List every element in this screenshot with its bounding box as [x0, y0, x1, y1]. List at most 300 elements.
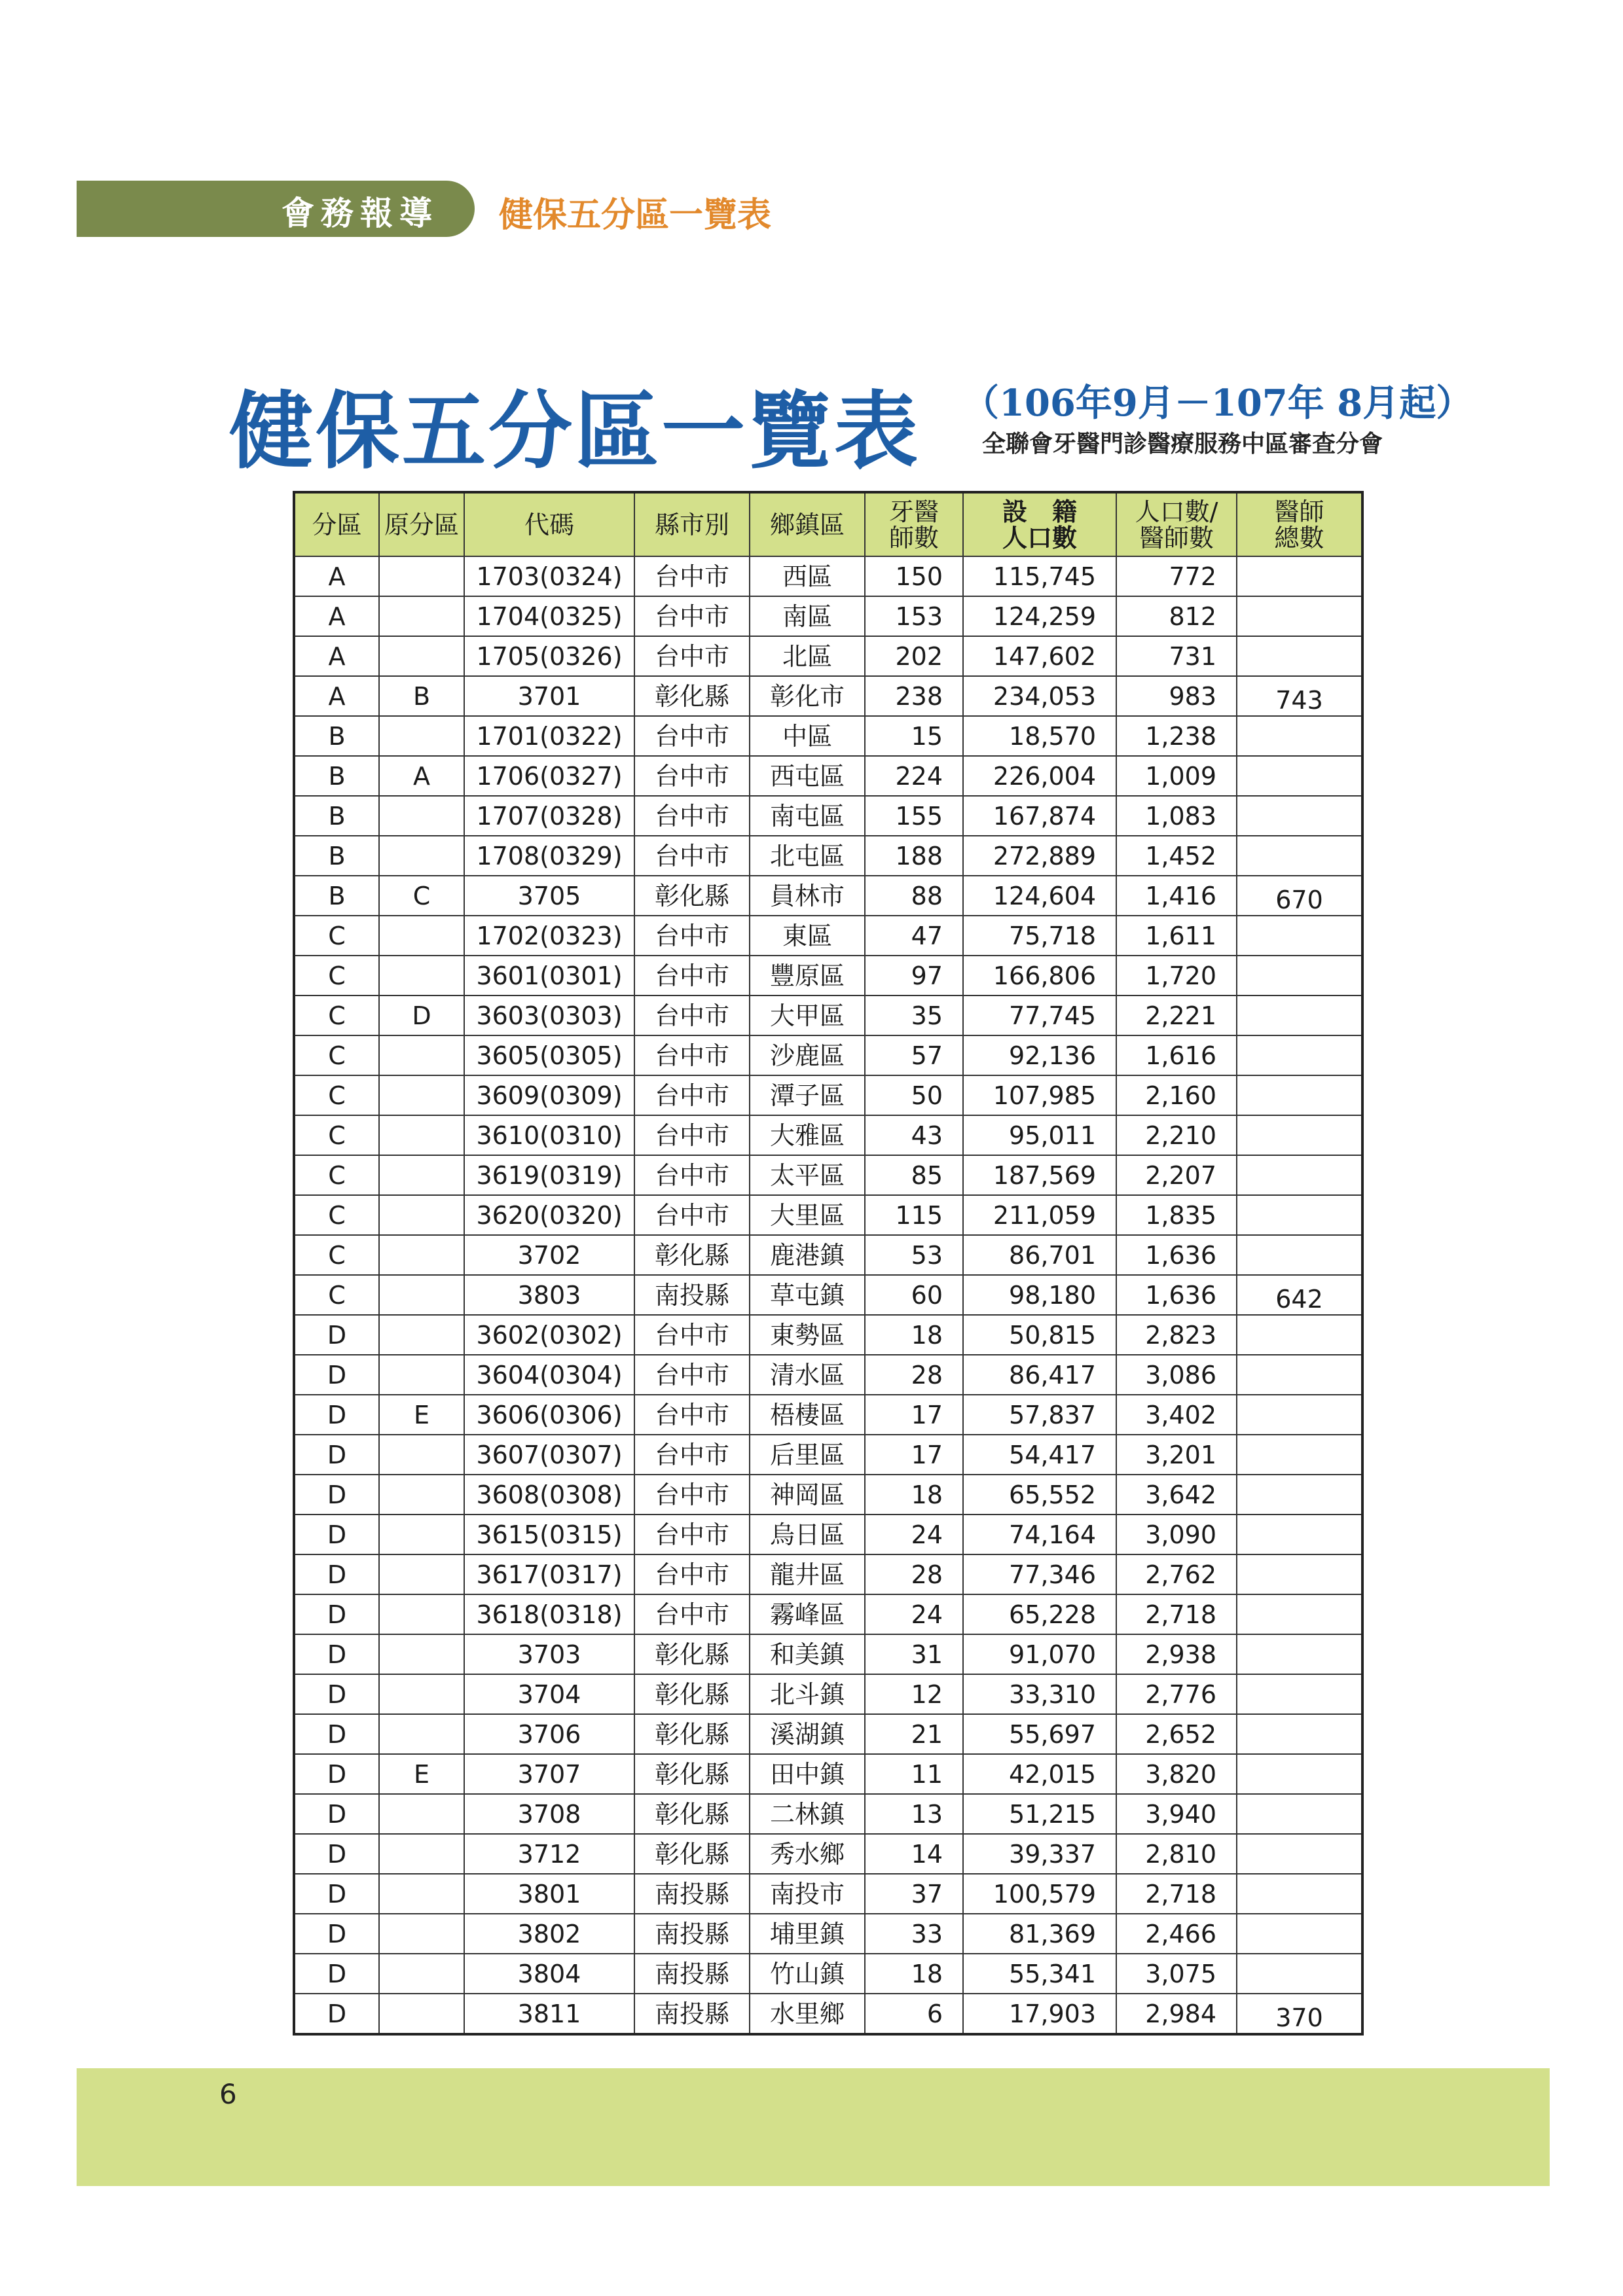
cell-dentists: 18 [865, 1315, 963, 1355]
cell-original-district [379, 1315, 464, 1355]
cell-dentists: 12 [865, 1674, 963, 1714]
cell-ratio: 2,210 [1116, 1115, 1237, 1155]
cell-ratio: 3,201 [1116, 1435, 1237, 1475]
cell-original-district [379, 796, 464, 836]
cell-population: 50,815 [963, 1315, 1116, 1355]
cell-population: 51,215 [963, 1794, 1116, 1834]
header-county: 縣市別 [634, 492, 750, 556]
cell-township: 北屯區 [750, 836, 865, 876]
cell-dentists: 60 [865, 1275, 963, 1315]
table-row [294, 796, 1362, 836]
cell-township: 南區 [750, 596, 865, 636]
cell-ratio: 3,090 [1116, 1515, 1237, 1554]
cell-original-district [379, 1794, 464, 1834]
cell-original-district [379, 1275, 464, 1315]
cell-ratio: 772 [1116, 556, 1237, 596]
cell-township: 秀水鄉 [750, 1834, 865, 1874]
cell-county: 台中市 [634, 1075, 750, 1115]
cell-code: 3708 [464, 1794, 634, 1834]
cell-ratio: 3,642 [1116, 1475, 1237, 1515]
cell-ratio: 731 [1116, 636, 1237, 676]
cell-county: 台中市 [634, 1594, 750, 1634]
cell-district: D [294, 1914, 379, 1954]
cell-county: 彰化縣 [634, 1235, 750, 1275]
cell-district: D [294, 1994, 379, 2034]
date-range: （106年9月－107年 8月起） [962, 382, 1473, 425]
cell-county: 彰化縣 [634, 1794, 750, 1834]
cell-county: 台中市 [634, 836, 750, 876]
cell-original-district [379, 1355, 464, 1395]
cell-district: B [294, 836, 379, 876]
cell-code: 1706(0327) [464, 756, 634, 796]
cell-township: 草屯鎮 [750, 1275, 865, 1315]
cell-dentists: 43 [865, 1115, 963, 1155]
cell-district: D [294, 1554, 379, 1594]
cell-dentists: 155 [865, 796, 963, 836]
cell-ratio: 2,160 [1116, 1075, 1237, 1115]
cell-population: 77,346 [963, 1554, 1116, 1594]
cell-original-district [379, 916, 464, 956]
section-label: 會務報導 [282, 194, 439, 232]
cell-population: 54,417 [963, 1435, 1116, 1475]
organization-name: 全聯會牙醫門診醫療服務中區審查分會 [982, 431, 1383, 457]
cell-code: 3704 [464, 1674, 634, 1714]
cell-township: 鹿港鎮 [750, 1235, 865, 1275]
cell-ratio: 812 [1116, 596, 1237, 636]
cell-dentists: 14 [865, 1834, 963, 1874]
table-row [294, 1435, 1362, 1475]
cell-dentists: 21 [865, 1714, 963, 1754]
cell-original-district [379, 1914, 464, 1954]
cell-ratio: 2,718 [1116, 1874, 1237, 1914]
cell-population: 107,985 [963, 1075, 1116, 1115]
cell-original-district [379, 1195, 464, 1235]
cell-ratio: 1,636 [1116, 1275, 1237, 1315]
cell-dentists: 88 [865, 876, 963, 916]
cell-total [1237, 1195, 1362, 1235]
cell-original-district [379, 1994, 464, 2034]
table-row [294, 1994, 1362, 2034]
cell-county: 彰化縣 [634, 1674, 750, 1714]
cell-county: 台中市 [634, 596, 750, 636]
table-row [294, 1594, 1362, 1634]
cell-dentists: 6 [865, 1994, 963, 2034]
table-row [294, 1714, 1362, 1754]
cell-ratio: 3,820 [1116, 1754, 1237, 1794]
cell-total [1237, 1395, 1362, 1435]
cell-total [1237, 596, 1362, 636]
table-row [294, 1954, 1362, 1994]
page-title: 健保五分區一覽表 [229, 382, 921, 480]
table-row [294, 1115, 1362, 1155]
cell-township: 大雅區 [750, 1115, 865, 1155]
footer-bar [77, 2068, 1550, 2186]
cell-township: 水里鄉 [750, 1994, 865, 2034]
header-population-line1: 設 籍 [1002, 497, 1077, 526]
table-row [294, 756, 1362, 796]
cell-county: 台中市 [634, 1554, 750, 1594]
cell-ratio: 2,221 [1116, 996, 1237, 1035]
cell-total [1237, 1674, 1362, 1714]
cell-county: 台中市 [634, 1155, 750, 1195]
cell-original-district: B [379, 676, 464, 716]
cell-township: 清水區 [750, 1355, 865, 1395]
cell-county: 彰化縣 [634, 1714, 750, 1754]
cell-population: 272,889 [963, 836, 1116, 876]
cell-population: 115,745 [963, 556, 1116, 596]
cell-district: C [294, 1275, 379, 1315]
cell-township: 彰化市 [750, 676, 865, 716]
header-dentists [865, 492, 963, 556]
cell-original-district [379, 836, 464, 876]
cell-population: 86,417 [963, 1355, 1116, 1395]
cell-township: 龍井區 [750, 1554, 865, 1594]
cell-total [1237, 636, 1362, 676]
cell-original-district [379, 1515, 464, 1554]
cell-population: 39,337 [963, 1834, 1116, 1874]
cell-dentists: 202 [865, 636, 963, 676]
cell-township: 后里區 [750, 1435, 865, 1475]
cell-code: 1703(0324) [464, 556, 634, 596]
table-row [294, 636, 1362, 676]
header-population [963, 492, 1116, 556]
header-population-line2: 人口數 [1002, 523, 1077, 552]
cell-total: 670 [1237, 876, 1362, 916]
cell-dentists: 188 [865, 836, 963, 876]
cell-county: 台中市 [634, 756, 750, 796]
cell-district: D [294, 1954, 379, 1994]
cell-dentists: 53 [865, 1235, 963, 1275]
table-row [294, 1395, 1362, 1435]
table-row [294, 1035, 1362, 1075]
cell-original-district: C [379, 876, 464, 916]
cell-population: 86,701 [963, 1235, 1116, 1275]
cell-original-district [379, 596, 464, 636]
cell-total [1237, 956, 1362, 996]
cell-total [1237, 1634, 1362, 1674]
cell-ratio: 3,075 [1116, 1954, 1237, 1994]
header-dentists-line1: 牙醫 [888, 497, 939, 526]
cell-ratio: 1,720 [1116, 956, 1237, 996]
cell-ratio: 2,776 [1116, 1674, 1237, 1714]
cell-population: 75,718 [963, 916, 1116, 956]
cell-original-district [379, 1634, 464, 1674]
cell-district: D [294, 1834, 379, 1874]
cell-code: 3706 [464, 1714, 634, 1754]
cell-total [1237, 1794, 1362, 1834]
table-row [294, 1914, 1362, 1954]
cell-code: 3618(0318) [464, 1594, 634, 1634]
cell-population: 65,552 [963, 1475, 1116, 1515]
cell-county: 台中市 [634, 996, 750, 1035]
cell-dentists: 85 [865, 1155, 963, 1195]
header-district: 分區 [294, 492, 379, 556]
cell-population: 124,604 [963, 876, 1116, 916]
cell-ratio: 1,636 [1116, 1235, 1237, 1275]
cell-population: 57,837 [963, 1395, 1116, 1435]
cell-dentists: 31 [865, 1634, 963, 1674]
cell-dentists: 24 [865, 1594, 963, 1634]
cell-population: 234,053 [963, 676, 1116, 716]
table-row [294, 1754, 1362, 1794]
table-row [294, 1195, 1362, 1235]
table-row [294, 1475, 1362, 1515]
header-dentists-line2: 師數 [888, 523, 939, 552]
cell-total [1237, 1115, 1362, 1155]
cell-district: D [294, 1674, 379, 1714]
cell-total [1237, 1355, 1362, 1395]
cell-county: 南投縣 [634, 1994, 750, 2034]
cell-township: 二林鎮 [750, 1794, 865, 1834]
cell-township: 竹山鎮 [750, 1954, 865, 1994]
cell-district: D [294, 1435, 379, 1475]
cell-original-district [379, 1035, 464, 1075]
cell-total [1237, 1435, 1362, 1475]
cell-dentists: 97 [865, 956, 963, 996]
cell-dentists: 24 [865, 1515, 963, 1554]
cell-dentists: 18 [865, 1954, 963, 1994]
cell-total [1237, 1315, 1362, 1355]
cell-code: 3702 [464, 1235, 634, 1275]
cell-population: 65,228 [963, 1594, 1116, 1634]
table-row [294, 1634, 1362, 1674]
table-header-row [294, 492, 1362, 556]
cell-original-district [379, 1954, 464, 1994]
cell-ratio: 2,652 [1116, 1714, 1237, 1754]
cell-district: D [294, 1475, 379, 1515]
cell-county: 台中市 [634, 916, 750, 956]
table-row [294, 556, 1362, 596]
cell-dentists: 35 [865, 996, 963, 1035]
cell-total [1237, 1475, 1362, 1515]
cell-code: 3620(0320) [464, 1195, 634, 1235]
cell-code: 3803 [464, 1275, 634, 1315]
cell-district: B [294, 876, 379, 916]
cell-dentists: 115 [865, 1195, 963, 1235]
cell-population: 91,070 [963, 1634, 1116, 1674]
cell-code: 3801 [464, 1874, 634, 1914]
cell-total [1237, 1874, 1362, 1914]
cell-district: D [294, 1794, 379, 1834]
cell-dentists: 11 [865, 1754, 963, 1794]
cell-district: B [294, 796, 379, 836]
table-row [294, 876, 1362, 916]
cell-dentists: 47 [865, 916, 963, 956]
cell-district: C [294, 916, 379, 956]
cell-ratio: 2,762 [1116, 1554, 1237, 1594]
cell-code: 3619(0319) [464, 1155, 634, 1195]
cell-district: D [294, 1754, 379, 1794]
cell-township: 南投市 [750, 1874, 865, 1914]
cell-ratio: 3,402 [1116, 1395, 1237, 1435]
cell-district: D [294, 1874, 379, 1914]
cell-ratio: 1,611 [1116, 916, 1237, 956]
cell-township: 豐原區 [750, 956, 865, 996]
cell-district: D [294, 1395, 379, 1435]
cell-district: C [294, 956, 379, 996]
cell-township: 神岡區 [750, 1475, 865, 1515]
cell-ratio: 1,835 [1116, 1195, 1237, 1235]
district-table [293, 491, 1364, 2036]
cell-original-district [379, 1594, 464, 1634]
header-township: 鄉鎮區 [750, 492, 865, 556]
cell-total [1237, 1035, 1362, 1075]
cell-district: D [294, 1355, 379, 1395]
cell-county: 台中市 [634, 556, 750, 596]
cell-original-district [379, 556, 464, 596]
cell-dentists: 57 [865, 1035, 963, 1075]
cell-total [1237, 556, 1362, 596]
cell-county: 南投縣 [634, 1275, 750, 1315]
cell-code: 3712 [464, 1834, 634, 1874]
cell-district: C [294, 1035, 379, 1075]
cell-population: 55,697 [963, 1714, 1116, 1754]
cell-population: 92,136 [963, 1035, 1116, 1075]
cell-dentists: 50 [865, 1075, 963, 1115]
cell-dentists: 224 [865, 756, 963, 796]
cell-county: 彰化縣 [634, 876, 750, 916]
table-row [294, 596, 1362, 636]
cell-district: C [294, 1195, 379, 1235]
cell-population: 17,903 [963, 1994, 1116, 2034]
cell-original-district [379, 636, 464, 676]
cell-code: 1707(0328) [464, 796, 634, 836]
cell-code: 3605(0305) [464, 1035, 634, 1075]
cell-county: 彰化縣 [634, 1834, 750, 1874]
table-row [294, 1155, 1362, 1195]
cell-township: 大里區 [750, 1195, 865, 1235]
cell-code: 3601(0301) [464, 956, 634, 996]
table-row [294, 1674, 1362, 1714]
cell-district: C [294, 1155, 379, 1195]
cell-county: 台中市 [634, 1395, 750, 1435]
cell-township: 潭子區 [750, 1075, 865, 1115]
cell-township: 霧峰區 [750, 1594, 865, 1634]
table-row [294, 1794, 1362, 1834]
cell-original-district [379, 716, 464, 756]
cell-total [1237, 1754, 1362, 1794]
cell-population: 55,341 [963, 1954, 1116, 1994]
cell-original-district: D [379, 996, 464, 1035]
cell-dentists: 18 [865, 1475, 963, 1515]
cell-original-district [379, 1115, 464, 1155]
table-row [294, 676, 1362, 716]
cell-district: D [294, 1634, 379, 1674]
header-total [1237, 492, 1362, 556]
table-row [294, 1834, 1362, 1874]
cell-dentists: 33 [865, 1914, 963, 1954]
cell-code: 3811 [464, 1994, 634, 2034]
cell-population: 42,015 [963, 1754, 1116, 1794]
cell-original-district [379, 1155, 464, 1195]
header-ratio-line1: 人口數/ [1135, 497, 1218, 526]
cell-dentists: 150 [865, 556, 963, 596]
cell-township: 員林市 [750, 876, 865, 916]
cell-code: 3608(0308) [464, 1475, 634, 1515]
cell-original-district [379, 1075, 464, 1115]
cell-township: 沙鹿區 [750, 1035, 865, 1075]
cell-code: 1704(0325) [464, 596, 634, 636]
cell-ratio: 2,207 [1116, 1155, 1237, 1195]
cell-county: 台中市 [634, 1315, 750, 1355]
cell-population: 124,259 [963, 596, 1116, 636]
cell-total [1237, 1714, 1362, 1754]
cell-ratio: 1,452 [1116, 836, 1237, 876]
cell-original-district [379, 1874, 464, 1914]
cell-township: 東區 [750, 916, 865, 956]
page-number: 6 [219, 2078, 237, 2110]
cell-code: 3802 [464, 1914, 634, 1954]
cell-total [1237, 756, 1362, 796]
cell-total [1237, 916, 1362, 956]
cell-county: 彰化縣 [634, 1634, 750, 1674]
cell-population: 100,579 [963, 1874, 1116, 1914]
cell-total: 642 [1237, 1275, 1362, 1315]
table-row [294, 1515, 1362, 1554]
cell-district: D [294, 1315, 379, 1355]
cell-district: B [294, 716, 379, 756]
cell-total [1237, 996, 1362, 1035]
cell-district: C [294, 1235, 379, 1275]
cell-original-district [379, 1834, 464, 1874]
cell-county: 南投縣 [634, 1874, 750, 1914]
cell-total [1237, 1834, 1362, 1874]
cell-code: 3617(0317) [464, 1554, 634, 1594]
cell-code: 1708(0329) [464, 836, 634, 876]
cell-dentists: 153 [865, 596, 963, 636]
cell-township: 北區 [750, 636, 865, 676]
cell-total [1237, 1155, 1362, 1195]
cell-total [1237, 796, 1362, 836]
cell-population: 211,059 [963, 1195, 1116, 1235]
table-row [294, 996, 1362, 1035]
cell-code: 3609(0309) [464, 1075, 634, 1115]
cell-ratio: 2,466 [1116, 1914, 1237, 1954]
cell-dentists: 28 [865, 1554, 963, 1594]
cell-population: 187,569 [963, 1155, 1116, 1195]
cell-code: 3604(0304) [464, 1355, 634, 1395]
cell-township: 東勢區 [750, 1315, 865, 1355]
header-ratio [1116, 492, 1237, 556]
cell-ratio: 2,984 [1116, 1994, 1237, 2034]
cell-code: 3603(0303) [464, 996, 634, 1035]
cell-district: C [294, 1115, 379, 1155]
cell-code: 3804 [464, 1954, 634, 1994]
cell-township: 田中鎮 [750, 1754, 865, 1794]
cell-code: 3602(0302) [464, 1315, 634, 1355]
cell-ratio: 2,718 [1116, 1594, 1237, 1634]
cell-total [1237, 1554, 1362, 1594]
table-row [294, 1275, 1362, 1315]
cell-township: 南屯區 [750, 796, 865, 836]
cell-county: 台中市 [634, 1195, 750, 1235]
cell-ratio: 2,810 [1116, 1834, 1237, 1874]
cell-original-district [379, 1475, 464, 1515]
cell-township: 太平區 [750, 1155, 865, 1195]
cell-township: 西屯區 [750, 756, 865, 796]
cell-ratio: 1,416 [1116, 876, 1237, 916]
cell-county: 南投縣 [634, 1914, 750, 1954]
cell-district: C [294, 1075, 379, 1115]
cell-county: 台中市 [634, 1515, 750, 1554]
cell-total [1237, 716, 1362, 756]
header-total-line1: 醫師 [1274, 497, 1324, 526]
cell-code: 1701(0322) [464, 716, 634, 756]
cell-population: 18,570 [963, 716, 1116, 756]
cell-district: A [294, 556, 379, 596]
cell-total [1237, 836, 1362, 876]
table-row [294, 1235, 1362, 1275]
